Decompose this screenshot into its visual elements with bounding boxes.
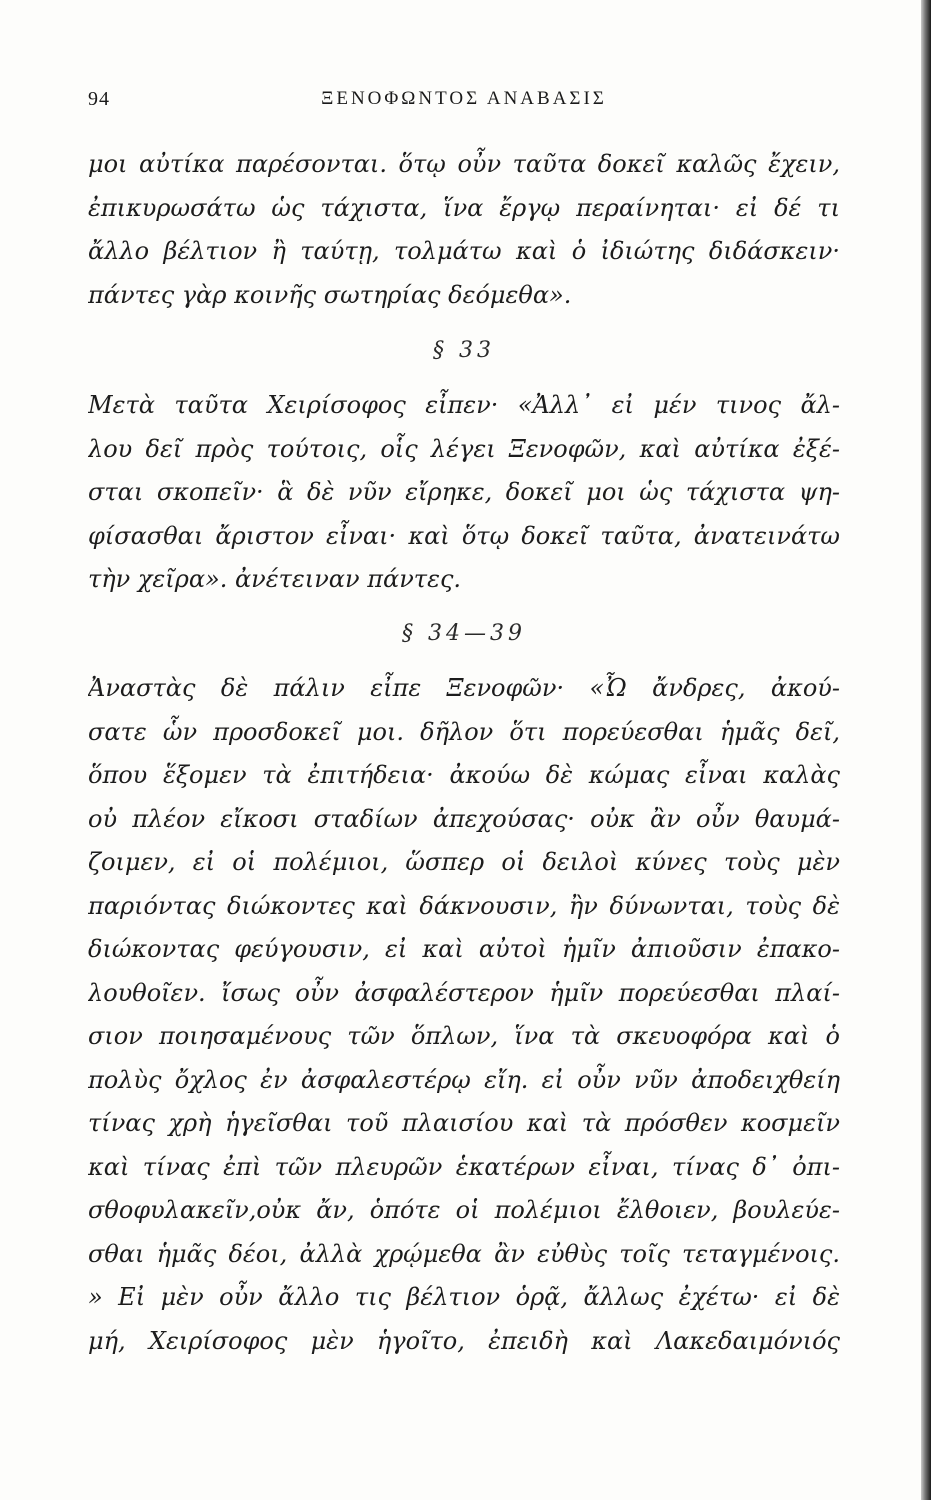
text-line: λου δεῖ πρὸς τούτοις, οἷς λέγει Ξενοφῶν, καὶ αὐτίκα ἐξέ- [88,434,840,463]
text-line: φίσασθαι ἄριστον εἶναι· καὶ ὅτῳ δοκεῖ ταῦτα, ἀνατεινάτω [88,521,840,550]
text-line: τὴν χεῖρα». ἀνέτειναν πάντες. [88,565,462,593]
text-line: οὐ πλέον εἴκοσι σταδίων ἀπεχούσας· οὐκ ἂν οὖν θαυμά- [88,804,840,833]
text-line: Μετὰ ταῦτα Χειρίσοφος εἶπεν· «Ἀλλ᾽ εἰ μέν τινος ἄλ- [88,391,840,419]
paragraph-continuation [88,143,840,317]
text-line: σται σκοπεῖν· ἃ δὲ νῦν εἴρηκε, δοκεῖ μοι ὡς τάχιστα ψη- [88,478,840,506]
text-line: μή, Χειρίσοφος μὲν ἡγοῖτο, ἐπειδὴ καὶ Λακεδαιμόνιός [88,1326,840,1355]
text-line: » Εἰ μὲν οὖν ἄλλο τις βέλτιον ὁρᾷ, ἄλλως ἐχέτω· εἰ δὲ [88,1283,840,1311]
running-head [88,88,840,118]
page-number: 94 [88,88,110,110]
paragraph-section-33 [88,384,840,602]
text-line: Ἀναστὰς δὲ πάλιν εἶπε Ξενοφῶν· «Ὦ ἄνδρες, ἀκού- [88,674,840,702]
section-heading: § 34—39 [402,621,526,646]
text-line: σατε ὧν προσδοκεῖ μοι. δῆλον ὅτι πορεύεσθαι ἡμᾶς δεῖ, [88,717,840,746]
paragraph-section-34-39 [88,667,840,1363]
running-title: ΞΕΝΟΦΩΝΤΟΣ ΑΝΑΒΑΣΙΣ [321,88,607,109]
section-heading: § 33 [433,338,495,363]
text-line: τίνας χρὴ ἡγεῖσθαι τοῦ πλαισίου καὶ τὰ πρόσθεν κοσμεῖν [88,1109,840,1137]
text-line: μοι αὐτίκα παρέσονται. ὅτῳ οὖν ταῦτα δοκεῖ καλῶς ἔχειν, [88,150,840,178]
text-line: ὅπου ἕξομεν τὰ ἐπιτήδεια· ἀκούω δὲ κώμας εἶναι καλὰς [88,761,840,789]
text-line: λουθοῖεν. ἴσως οὖν ἀσφαλέστερον ἡμῖν πορεύεσθαι πλαί- [88,978,840,1007]
text-line: ζοιμεν, εἰ οἱ πολέμιοι, ὥσπερ οἱ δειλοὶ κύνες τοὺς μὲν [88,848,840,876]
text-line: διώκοντας φεύγουσιν, εἰ καὶ αὐτοὶ ἡμῖν ἀπιοῦσιν ἐπακο- [88,935,840,963]
text-line: ἐπικυρωσάτω ὡς τάχιστα, ἵνα ἔργῳ περαίνηται· εἰ δέ τι [88,193,840,222]
text-line: ἄλλο βέλτιον ἢ ταύτῃ, τολμάτω καὶ ὁ ἰδιώτης διδάσκειν· [88,237,840,265]
text-line: παριόντας διώκοντες καὶ δάκνουσιν, ἢν δύνωνται, τοὺς δὲ [88,891,840,920]
text-line: σθοφυλακεῖν,οὐκ ἄν, ὁπότε οἱ πολέμιοι ἔλθοιεν, βουλεύε- [88,1196,840,1224]
text-line: πολὺς ὄχλος ἐν ἀσφαλεστέρῳ εἴη. εἰ οὖν νῦν ἀποδειχθείη [88,1065,840,1094]
text-line: σιον ποιησαμένους τῶν ὅπλων, ἵνα τὰ σκευοφόρα καὶ ὁ [88,1022,840,1050]
text-line: καὶ τίνας ἐπὶ τῶν πλευρῶν ἑκατέρων εἶναι, τίνας δ᾽ ὀπι- [88,1152,840,1181]
text-line: σθαι ἡμᾶς δέοι, ἀλλὰ χρῴμεθα ἂν εὐθὺς τοῖς τεταγμένοις. [88,1239,840,1268]
text-line: πάντες γὰρ κοινῆς σωτηρίας δεόμεθα». [88,280,572,309]
scan-edge-shadow [921,0,931,1500]
